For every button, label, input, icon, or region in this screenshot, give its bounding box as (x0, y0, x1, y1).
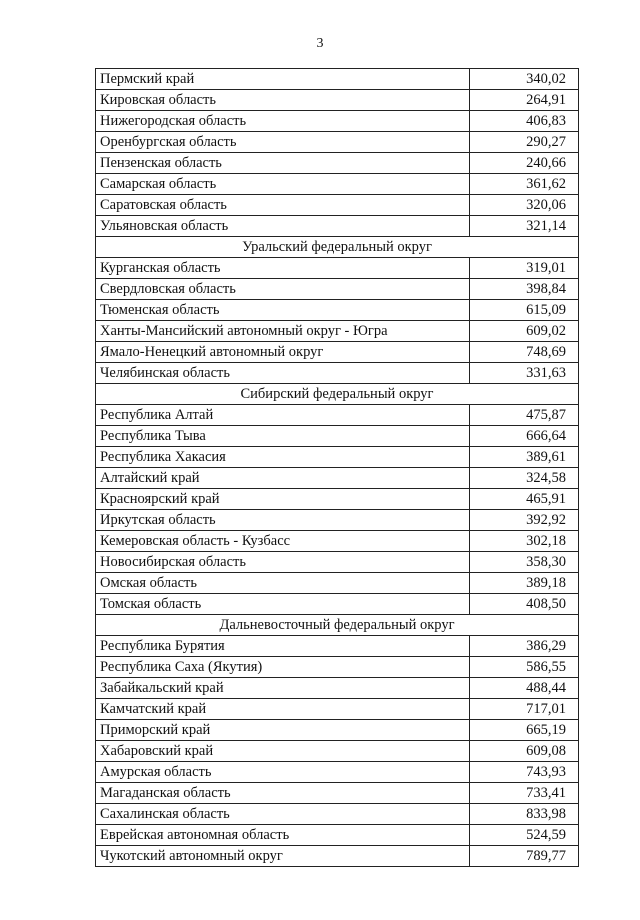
table-row (96, 321, 579, 342)
region-name: Сахалинская область (96, 804, 470, 825)
region-value: 408,50 (470, 594, 579, 615)
region-value: 290,27 (470, 132, 579, 153)
table-row (96, 489, 579, 510)
table-row (96, 363, 579, 384)
region-value: 264,91 (470, 90, 579, 111)
region-value: 609,02 (470, 321, 579, 342)
table-row (96, 132, 579, 153)
region-value: 406,83 (470, 111, 579, 132)
region-value: 389,61 (470, 447, 579, 468)
region-value: 717,01 (470, 699, 579, 720)
region-name: Ханты-Мансийский автономный округ - Югра (96, 321, 470, 342)
district-name: Уральский федеральный округ (96, 237, 579, 258)
region-value: 361,62 (470, 174, 579, 195)
region-value: 615,09 (470, 300, 579, 321)
table-row (96, 804, 579, 825)
region-value: 748,69 (470, 342, 579, 363)
region-name: Республика Хакасия (96, 447, 470, 468)
region-name: Омская область (96, 573, 470, 594)
district-header-row (96, 615, 579, 636)
district-name: Сибирский федеральный округ (96, 384, 579, 405)
table-row (96, 447, 579, 468)
region-name: Камчатский край (96, 699, 470, 720)
region-name: Еврейская автономная область (96, 825, 470, 846)
region-name: Ямало-Ненецкий автономный округ (96, 342, 470, 363)
region-value: 340,02 (470, 69, 579, 90)
table-body (96, 69, 579, 867)
region-value: 386,29 (470, 636, 579, 657)
table-row (96, 741, 579, 762)
table-row (96, 405, 579, 426)
region-value: 320,06 (470, 195, 579, 216)
table-row (96, 846, 579, 867)
table-row (96, 258, 579, 279)
table-row (96, 636, 579, 657)
region-name: Иркутская область (96, 510, 470, 531)
table-row (96, 468, 579, 489)
region-value: 302,18 (470, 531, 579, 552)
table-row (96, 153, 579, 174)
region-value: 465,91 (470, 489, 579, 510)
table-row (96, 783, 579, 804)
district-name: Дальневосточный федеральный округ (96, 615, 579, 636)
region-value: 240,66 (470, 153, 579, 174)
region-name: Челябинская область (96, 363, 470, 384)
table-row (96, 720, 579, 741)
region-value: 319,01 (470, 258, 579, 279)
region-value: 331,63 (470, 363, 579, 384)
region-name: Амурская область (96, 762, 470, 783)
region-name: Республика Бурятия (96, 636, 470, 657)
table-row (96, 573, 579, 594)
table-row (96, 531, 579, 552)
region-value: 358,30 (470, 552, 579, 573)
table-row (96, 594, 579, 615)
region-value: 321,14 (470, 216, 579, 237)
table-row (96, 699, 579, 720)
table-row (96, 552, 579, 573)
region-value: 389,18 (470, 573, 579, 594)
region-name: Ульяновская область (96, 216, 470, 237)
table-row (96, 90, 579, 111)
table-row (96, 510, 579, 531)
region-name: Самарская область (96, 174, 470, 195)
region-value: 789,77 (470, 846, 579, 867)
region-value: 524,59 (470, 825, 579, 846)
region-value: 833,98 (470, 804, 579, 825)
region-value: 398,84 (470, 279, 579, 300)
table-row (96, 342, 579, 363)
region-name: Хабаровский край (96, 741, 470, 762)
region-value: 609,08 (470, 741, 579, 762)
region-value: 324,58 (470, 468, 579, 489)
table-row (96, 300, 579, 321)
region-name: Саратовская область (96, 195, 470, 216)
region-name: Томская область (96, 594, 470, 615)
region-name: Тюменская область (96, 300, 470, 321)
region-name: Магаданская область (96, 783, 470, 804)
region-value: 475,87 (470, 405, 579, 426)
regions-table (95, 68, 579, 867)
table-row (96, 678, 579, 699)
table-row (96, 825, 579, 846)
region-value: 586,55 (470, 657, 579, 678)
table-row (96, 762, 579, 783)
region-name: Красноярский край (96, 489, 470, 510)
region-name: Пермский край (96, 69, 470, 90)
region-value: 733,41 (470, 783, 579, 804)
region-name: Оренбургская область (96, 132, 470, 153)
table-row (96, 426, 579, 447)
table-row (96, 111, 579, 132)
district-header-row (96, 384, 579, 405)
region-name: Республика Саха (Якутия) (96, 657, 470, 678)
region-name: Нижегородская область (96, 111, 470, 132)
region-name: Свердловская область (96, 279, 470, 300)
region-value: 665,19 (470, 720, 579, 741)
region-name: Республика Алтай (96, 405, 470, 426)
district-header-row (96, 237, 579, 258)
region-name: Забайкальский край (96, 678, 470, 699)
table-row (96, 279, 579, 300)
table-row (96, 216, 579, 237)
region-value: 743,93 (470, 762, 579, 783)
region-name: Кировская область (96, 90, 470, 111)
table-row (96, 69, 579, 90)
region-name: Чукотский автономный округ (96, 846, 470, 867)
region-name: Кемеровская область - Кузбасс (96, 531, 470, 552)
region-name: Курганская область (96, 258, 470, 279)
region-name: Новосибирская область (96, 552, 470, 573)
region-name: Пензенская область (96, 153, 470, 174)
table-row (96, 174, 579, 195)
region-value: 666,64 (470, 426, 579, 447)
page-number: 3 (316, 36, 324, 51)
region-name: Республика Тыва (96, 426, 470, 447)
table-row (96, 657, 579, 678)
table-row (96, 195, 579, 216)
region-name: Алтайский край (96, 468, 470, 489)
region-value: 392,92 (470, 510, 579, 531)
region-name: Приморский край (96, 720, 470, 741)
region-value: 488,44 (470, 678, 579, 699)
